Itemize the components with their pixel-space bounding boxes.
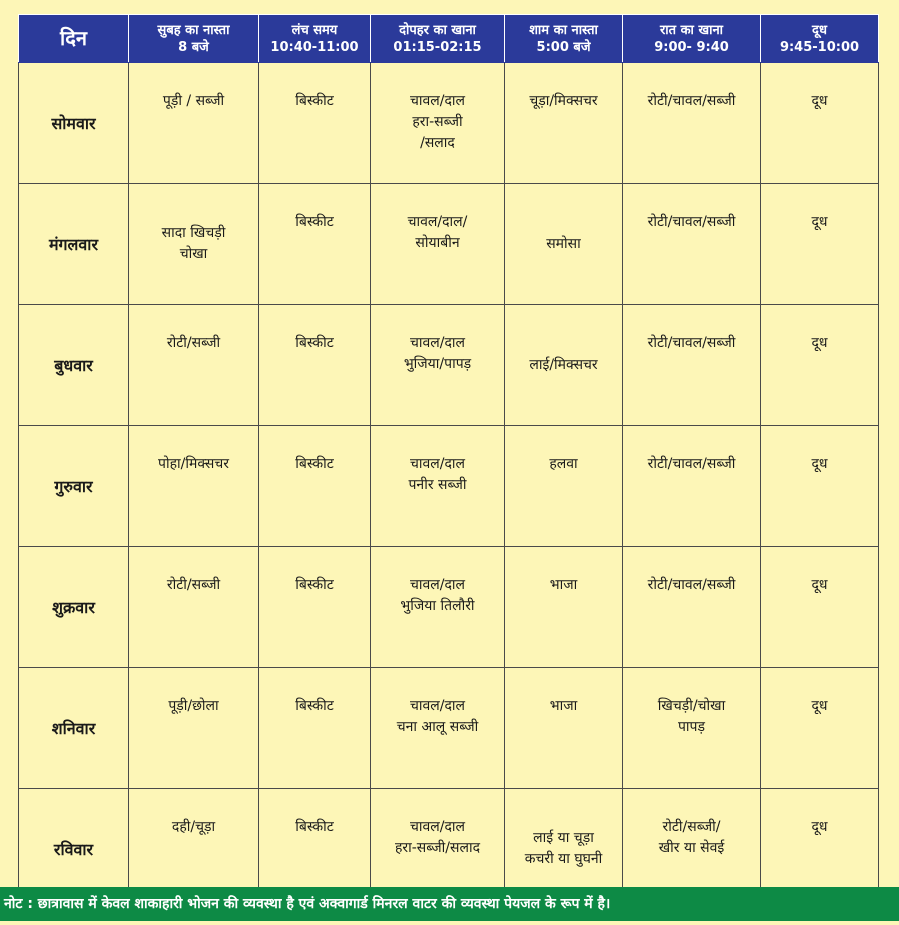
dinner-text: रोटी/चावल/सब्जी (647, 335, 736, 351)
lunch-time-text: बिस्कीट (295, 214, 334, 230)
milk-text: दूध (811, 577, 828, 593)
lunch-cell (371, 668, 505, 789)
lunch-text: चावल/दाल (409, 456, 466, 472)
breakfast-cell (129, 668, 259, 789)
evening-snack-cell (505, 547, 623, 668)
lunch-text: भुजिया/पापड़ (403, 356, 472, 372)
lunch-text: सोयाबीन (415, 235, 460, 251)
lunch-text: चावल/दाल (409, 93, 466, 109)
lunch-text: भुजिया तिलौरी (400, 598, 475, 614)
breakfast-text: सादा खिचड़ी (161, 225, 226, 241)
breakfast-text: पूड़ी/छोला (168, 698, 219, 714)
header-dinner (623, 15, 761, 63)
lunch-text: /सलाद (420, 135, 455, 151)
day-cell: सोमवार (19, 63, 129, 184)
table-row (19, 184, 879, 305)
lunch-time-cell (259, 184, 371, 305)
lunch-time-cell (259, 547, 371, 668)
dinner-cell (623, 305, 761, 426)
header-row (19, 15, 879, 63)
milk-text: दूध (811, 456, 828, 472)
evening-snack-text: भाजा (549, 698, 578, 714)
milk-text: दूध (811, 819, 828, 835)
dinner-cell (623, 668, 761, 789)
lunch-time-cell (259, 305, 371, 426)
header-dinner-time: 9:00- 9:40 (654, 39, 729, 55)
header-lunch-time-label: लंच समय (291, 22, 338, 38)
header-lunch-time-range: 01:15-02:15 (393, 39, 482, 55)
lunch-time-cell (259, 426, 371, 547)
evening-snack-cell (505, 668, 623, 789)
dinner-cell (623, 547, 761, 668)
header-dinner-label: रात का खाना (659, 22, 724, 38)
table-row (19, 426, 879, 547)
header-evening-snack-label: शाम का नास्ता (529, 22, 598, 38)
lunch-text: चावल/दाल (409, 698, 466, 714)
milk-text: दूध (811, 335, 828, 351)
breakfast-text: दही/चूड़ा (171, 819, 216, 835)
breakfast-cell (129, 426, 259, 547)
lunch-text: चावल/दाल (409, 335, 466, 351)
dinner-text: रोटी/चावल/सब्जी (647, 93, 736, 109)
milk-text: दूध (811, 698, 828, 714)
header-breakfast-time: 8 बजे (178, 39, 209, 55)
dinner-text: खिचड़ी/चोखा (657, 698, 726, 714)
evening-snack-text: चूड़ा/मिक्सचर (529, 93, 598, 109)
header-evening-snack-time: 5:00 बजे (536, 39, 591, 55)
table-row (19, 63, 879, 184)
breakfast-cell (129, 63, 259, 184)
evening-snack-cell (505, 184, 623, 305)
header-milk-time: 9:45-10:00 (779, 39, 860, 55)
day-cell: रविवार (19, 789, 129, 910)
menu-table-header (19, 15, 879, 63)
dinner-cell (623, 426, 761, 547)
footer-note: नोट : छात्रावास में केवल शाकाहारी भोजन की व्यवस्था है एवं अक्वागार्ड मिनरल वाटर की व्यवस्था पेयजल के रूप में है। (0, 887, 899, 921)
evening-snack-cell (505, 63, 623, 184)
table-row (19, 668, 879, 789)
milk-text: दूध (811, 214, 828, 230)
day-cell: बुधवार (19, 305, 129, 426)
header-breakfast-label: सुबह का नास्ता (157, 22, 230, 38)
lunch-text: चावल/दाल (409, 577, 466, 593)
menu-table-body (19, 63, 879, 910)
table-row (19, 305, 879, 426)
lunch-text: चना आलू सब्जी (396, 719, 479, 735)
lunch-cell (371, 63, 505, 184)
dinner-cell (623, 184, 761, 305)
header-day (19, 15, 129, 63)
weekly-menu-table (18, 14, 879, 910)
evening-snack-text: भाजा (549, 577, 578, 593)
header-lunch (371, 15, 505, 63)
lunch-time-text: बिस्कीट (295, 698, 334, 714)
dinner-text: रोटी/चावल/सब्जी (647, 214, 736, 230)
breakfast-cell (129, 305, 259, 426)
dinner-text: रोटी/चावल/सब्जी (647, 577, 736, 593)
header-breakfast (129, 15, 259, 63)
lunch-cell (371, 426, 505, 547)
day-cell: गुरुवार (19, 426, 129, 547)
header-evening-snack (505, 15, 623, 63)
lunch-text: हरा-सब्जी/सलाद (394, 840, 481, 856)
lunch-text: हरा-सब्जी (412, 114, 463, 130)
day-cell: मंगलवार (19, 184, 129, 305)
lunch-time-text: बिस्कीट (295, 335, 334, 351)
lunch-cell (371, 547, 505, 668)
header-day-label: दिन (60, 26, 87, 50)
lunch-time-text: बिस्कीट (295, 819, 334, 835)
header-lunch-time (259, 15, 371, 63)
lunch-text: पनीर सब्जी (408, 477, 467, 493)
menu-table-wrapper (18, 14, 878, 910)
lunch-time-cell (259, 63, 371, 184)
day-cell: शनिवार (19, 668, 129, 789)
evening-snack-text: कचरी या घुघनी (524, 851, 603, 867)
lunch-time-cell (259, 668, 371, 789)
dinner-cell (623, 63, 761, 184)
dinner-text: पापड़ (677, 719, 706, 735)
header-milk-label: दूध (812, 22, 827, 38)
lunch-text: चावल/दाल (409, 819, 466, 835)
evening-snack-text: लाई या चूड़ा (533, 830, 594, 846)
breakfast-text: पूड़ी / सब्जी (162, 93, 225, 109)
breakfast-cell (129, 184, 259, 305)
lunch-cell (371, 184, 505, 305)
milk-cell (761, 547, 879, 668)
breakfast-text: रोटी/सब्जी (166, 577, 221, 593)
evening-snack-text: लाई/मिक्सचर (529, 356, 598, 373)
day-cell: शुक्रवार (19, 547, 129, 668)
evening-snack-text: समोसा (546, 235, 581, 252)
milk-cell (761, 184, 879, 305)
evening-snack-cell (505, 426, 623, 547)
dinner-text: रोटी/सब्जी/ (662, 819, 721, 835)
header-lunch-time-time: 10:40-11:00 (270, 39, 359, 55)
milk-text: दूध (811, 93, 828, 109)
milk-cell (761, 63, 879, 184)
lunch-time-text: बिस्कीट (295, 93, 334, 109)
breakfast-text: पोहा/मिक्सचर (158, 456, 229, 472)
breakfast-text: चोखा (179, 246, 208, 262)
milk-cell (761, 305, 879, 426)
evening-snack-text: हलवा (549, 456, 578, 472)
lunch-time-text: बिस्कीट (295, 577, 334, 593)
header-lunch-label: दोपहर का खाना (399, 22, 476, 38)
table-row (19, 547, 879, 668)
dinner-text: खीर या सेवई (658, 840, 725, 856)
breakfast-cell (129, 547, 259, 668)
evening-snack-cell (505, 305, 623, 426)
milk-cell (761, 426, 879, 547)
header-milk (761, 15, 879, 63)
milk-cell (761, 668, 879, 789)
dinner-text: रोटी/चावल/सब्जी (647, 456, 736, 472)
lunch-text: चावल/दाल/ (407, 214, 468, 230)
breakfast-text: रोटी/सब्जी (166, 335, 221, 351)
lunch-cell (371, 305, 505, 426)
lunch-time-text: बिस्कीट (295, 456, 334, 472)
